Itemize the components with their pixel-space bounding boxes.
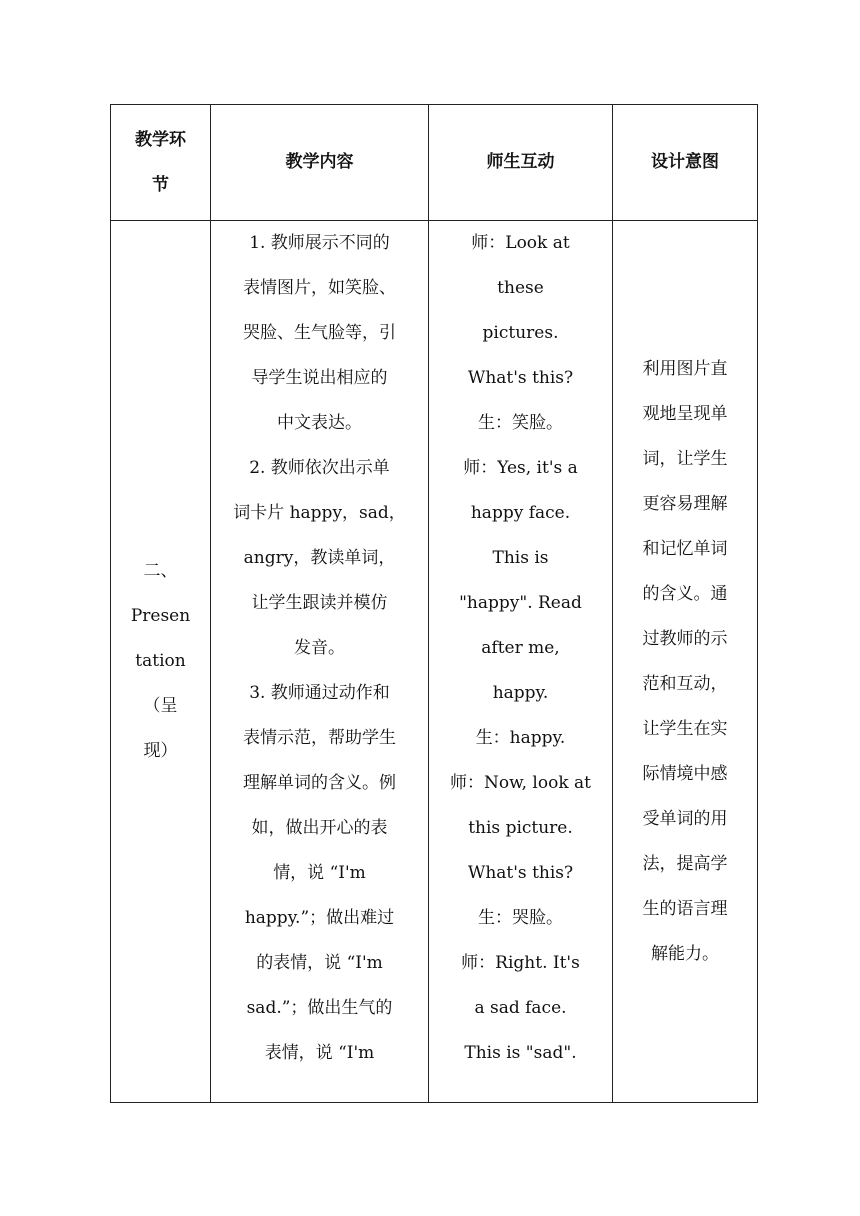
interaction-line: after me, <box>481 638 560 658</box>
header-content: 教学内容 <box>211 105 429 221</box>
intent-line: 观地呈现单 <box>642 403 728 424</box>
content-line: angry，教读单词， <box>243 548 396 568</box>
intent-line: 和记忆单词 <box>642 538 728 559</box>
intent-line: 受单词的用 <box>642 808 728 829</box>
stage-line: tation <box>135 651 186 671</box>
stage-cell <box>111 221 211 1103</box>
interaction-line: This is <box>492 548 549 568</box>
interaction-line: happy face. <box>470 503 571 523</box>
interaction-line: these <box>497 278 544 298</box>
header-interaction: 师生互动 <box>429 105 613 221</box>
table-row <box>111 221 758 1103</box>
content-line: 情，说 “I'm <box>273 863 366 883</box>
stage-line: 二、 <box>143 561 178 581</box>
content-line: 导学生说出相应的 <box>251 368 388 388</box>
header-stage <box>111 105 211 221</box>
content-line: 词卡片 happy，sad， <box>233 503 406 523</box>
intent-line: 法，提高学 <box>642 853 728 874</box>
interaction-line: a sad face. <box>474 998 567 1018</box>
stage-line: 现） <box>143 741 178 761</box>
interaction-line: 生：哭脸。 <box>478 908 563 928</box>
intent-line: 生的语言理 <box>642 898 728 919</box>
intent-line: 范和互动， <box>642 673 728 694</box>
content-line: happy.”；做出难过 <box>244 908 395 928</box>
interaction-line: 生：笑脸。 <box>478 413 563 433</box>
content-line: 3. 教师通过动作和 <box>249 683 390 703</box>
interaction-line: 师：Right. It's <box>461 953 580 973</box>
intent-line: 际情境中感 <box>642 763 728 784</box>
content-line: 如，做出开心的表 <box>251 818 388 838</box>
interaction-line: pictures. <box>482 323 559 343</box>
lesson-plan-table <box>110 104 758 1103</box>
table-header-row <box>111 105 758 221</box>
intent-line: 让学生在实 <box>642 718 728 739</box>
header-stage-line-2: 节 <box>152 174 169 195</box>
interaction-line: 师：Now, look at <box>449 773 592 793</box>
intent-line: 过教师的示 <box>642 628 728 649</box>
intent-line: 的含义。通 <box>642 583 728 604</box>
interaction-line: 生：happy. <box>475 728 566 748</box>
intent-line: 利用图片直 <box>642 358 728 379</box>
interaction-line: happy. <box>492 683 549 703</box>
intent-cell <box>613 221 758 1103</box>
content-line: 表情示范，帮助学生 <box>243 728 396 748</box>
content-line: 2. 教师依次出示单 <box>249 458 390 478</box>
interaction-line: This is "sad". <box>464 1043 577 1063</box>
interaction-cell <box>429 221 613 1103</box>
intent-line: 词，让学生 <box>642 448 728 469</box>
stage-line: Presen <box>130 606 191 626</box>
content-cell <box>211 221 429 1103</box>
interaction-line: 师：Look at <box>471 233 570 253</box>
header-stage-line-1: 教学环 <box>135 129 186 150</box>
content-line: 表情，说 “I'm <box>264 1043 375 1063</box>
content-line: 的表情，说 “I'm <box>256 953 383 973</box>
content-line: 让学生跟读并模仿 <box>251 593 388 613</box>
interaction-line: What's this? <box>467 368 574 388</box>
header-intent: 设计意图 <box>613 105 758 221</box>
content-line: 中文表达。 <box>277 413 362 433</box>
content-line: 发音。 <box>294 638 345 658</box>
interaction-line: "happy". Read <box>459 593 582 613</box>
interaction-line: What's this? <box>467 863 574 883</box>
content-line: 理解单词的含义。例 <box>243 773 396 793</box>
content-line: sad.”；做出生气的 <box>246 998 393 1018</box>
content-line: 表情图片，如笑脸、 <box>243 278 396 298</box>
interaction-line: 师：Yes, it's a <box>463 458 578 478</box>
intent-line: 更容易理解 <box>642 493 728 514</box>
content-line: 哭脸、生气脸等，引 <box>243 323 396 343</box>
stage-line: （呈 <box>143 696 178 716</box>
intent-line: 解能力。 <box>651 943 719 964</box>
interaction-line: this picture. <box>468 818 573 838</box>
content-line: 1. 教师展示不同的 <box>249 233 390 253</box>
